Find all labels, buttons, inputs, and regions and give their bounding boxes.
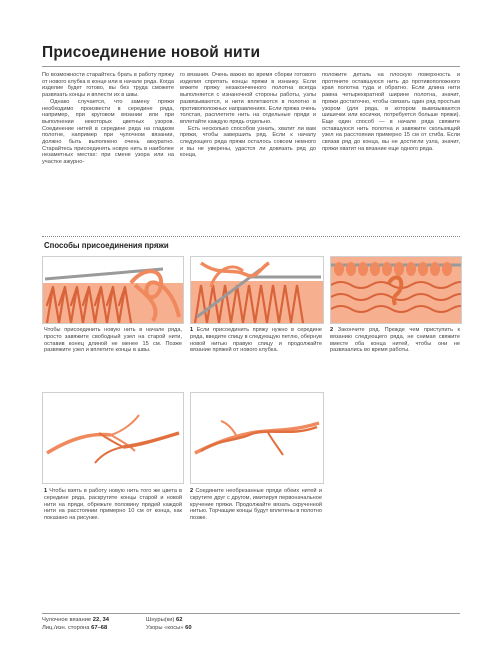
intro-paragraph: Однако случается, что замену пряжи необходимо произвести в середине ряда, например, при круговом вязании или при выполнении некоторых цветных узоров. Соединение нитей в середине ряда на гладком полотне, например при чулочном вязании, должно быть выполнено очень аккуратно. Старайтесь присоединять новую нить в наиболее незаметных местах: при смене узора или на участке ажурно- bbox=[42, 98, 174, 166]
intro-column-3 bbox=[322, 72, 460, 152]
yarn-strands-image bbox=[43, 393, 183, 483]
footer-ref: Чулочное вязание 22, 34 bbox=[42, 617, 109, 623]
section-divider bbox=[42, 236, 460, 237]
title-divider bbox=[42, 66, 460, 67]
step-text: Чтобы присоединить новую нить в начале ряда, просто завяжите свободный узел на старой нити, оставив конец длиной не менее 15 см. Позже развяжите узел и вплетите концы в швы. bbox=[44, 327, 182, 354]
step-number: 2 bbox=[190, 488, 194, 494]
step-text: Если присоединить пряжу нужно в середине ряда, введите спицу в следующую петлю, обернув новой нитью правую спицу и продолжайте вязание пряжей от нового клубка. bbox=[190, 327, 323, 354]
footer-divider bbox=[42, 613, 460, 614]
illustration-strands-twisted bbox=[190, 392, 324, 484]
step-caption bbox=[44, 488, 182, 522]
step-caption bbox=[44, 327, 182, 354]
step-caption bbox=[190, 488, 322, 522]
step-text: Соедините необрезанные пряди обеих нитей и скрутите друг с другом, имитируя первоначальное кручение пряжи. Продолжайте вязать скрученной нитью. Торчащие концы будут вплетены в полотно позже. bbox=[190, 488, 322, 522]
footer-ref: Узоры «косы» 60 bbox=[146, 625, 192, 631]
yarn-strands-image bbox=[191, 393, 323, 483]
knitted-fabric-image bbox=[331, 257, 461, 323]
step-caption bbox=[190, 327, 322, 354]
knitted-fabric-image bbox=[43, 257, 183, 323]
page-title: Присоединение новой нити bbox=[42, 44, 261, 61]
step-caption bbox=[330, 327, 460, 354]
intro-paragraph: го вязания. Очень важно во время сборки готового изделия спрятать концы пряжи в изнанку. Если вяжете пряжу незаконченного полотна всегда выполняется с изнаночной стороны работы, узлы развязываются, и нити вплетаются в полотно в противоположных направлениях. Если пряжа очень толстая, расплетите нить на отдельные пряди и вплетайте каждую прядь отдельно. bbox=[180, 72, 316, 125]
step-number: 1 bbox=[190, 327, 194, 333]
illustration-ends-tied bbox=[330, 256, 462, 324]
footer-refs-right bbox=[146, 616, 276, 632]
step-number: 1 bbox=[44, 488, 48, 494]
step-text: Закончите ряд. Прежде чем приступить к вязанию следующего ряда, не снимая свяжите вместе оба конца нитей, чтобы они не развязались во время работы. bbox=[330, 327, 460, 354]
step-number: 2 bbox=[330, 327, 334, 333]
step-text: Чтобы взять в работу новую нить того же цвета в середине ряда, раскрутите концы старой и новой нити на пряди, обрежьте половину прядей каждой нити на расстоянии примерно 10 см от конца, как показано на рисунке. bbox=[44, 488, 182, 522]
intro-column-1 bbox=[42, 72, 174, 166]
intro-paragraph: положите деталь на плоскую поверхность и протяните оставшуюся нить до противоположного края полотна туда и обратно. Если длина нити равна четырехкратной ширине полотна, значит, пряжи достаточно, чтобы связать один ряд простым узором (для ряда, в котором вывязываются шишечки или косички, потребуется больше пряжи). Еще один способ — в начале ряда свяжите оставшуюся нить полотна и завяжите скользящий узел на расстоянии примерно 15 см от стиба. Если связав ряд до конца, вы не достигли узла, значит, пряжи хватит на вязание еще одного ряда. bbox=[322, 72, 460, 152]
footer-ref: Шнуры(ки) 62 bbox=[146, 617, 183, 623]
footer-ref: Лиц./изн. сторона 67–68 bbox=[42, 625, 108, 631]
intro-paragraph: Есть несколько способов узнать, хватит ли вам пряжи, чтобы завершить ряд. Если к началу следующего ряда пряжи осталось совсем немного и вы не уверены, удастся ли довязать ряд до конца, bbox=[180, 125, 316, 159]
illustration-strands-cut bbox=[42, 392, 184, 484]
intro-paragraph: По возможности старайтесь брать в работу пряжу от нового клубка в конце или в начале ряда. Когда изделие будет готово, вы без труда сможете развязать концы и вплести их в швы. bbox=[42, 72, 174, 99]
knitted-fabric-image bbox=[191, 257, 323, 323]
illustration-slip-knot bbox=[42, 256, 184, 324]
section-title: Способы присоединения пряжи bbox=[44, 241, 169, 250]
illustration-new-yarn-needle bbox=[190, 256, 324, 324]
intro-column-2 bbox=[180, 72, 316, 159]
